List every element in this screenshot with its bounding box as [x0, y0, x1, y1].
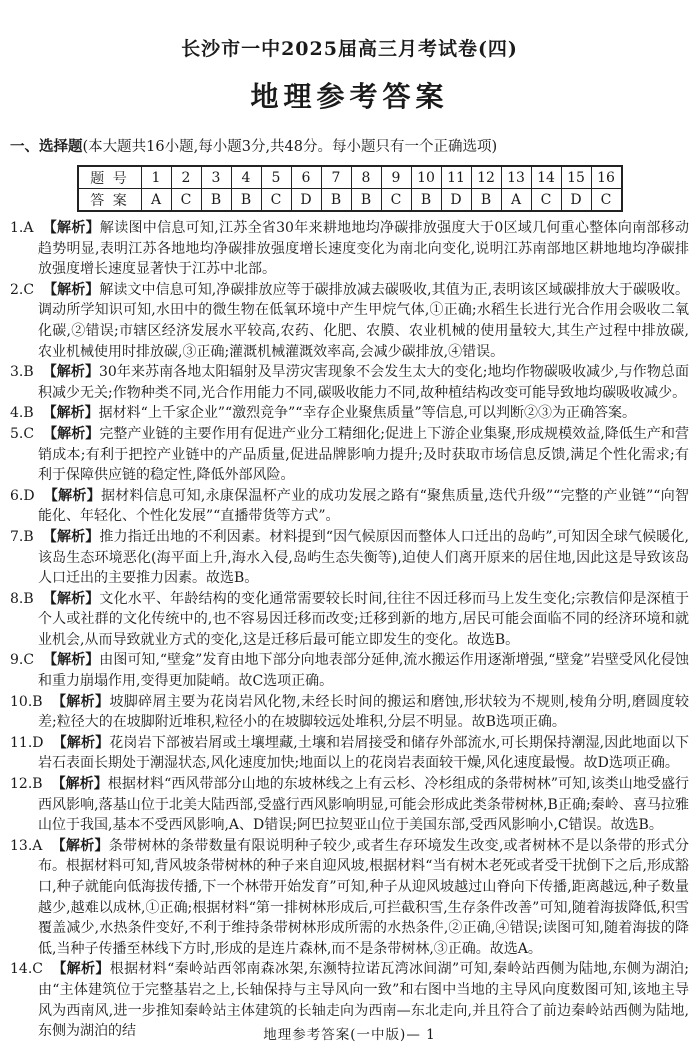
- question-answer-label: 4.B: [10, 405, 34, 422]
- question-answer-label: 9.C: [10, 652, 35, 669]
- question-number-cell: 6: [291, 166, 321, 189]
- explanation-text: 由图可知,“壁龛”发育由地下部分向地表部分延伸,流水搬运作用逐渐增强,“壁龛”岩壁受风化侵蚀和重力崩塌作用,变得更加陡峭。故C选项正确。: [38, 652, 689, 690]
- question-number-cell: 13: [501, 166, 531, 189]
- analysis-tag: 【解析】: [42, 590, 100, 607]
- explanation-item-1: [10, 218, 689, 280]
- analysis-tag: 【解析】: [51, 693, 110, 710]
- explanation-text: 坡脚碎屑主要为花岗岩风化物,未经长时间的搬运和磨蚀,形状较为不规则,棱角分明,磨圆度较差;粒径大的在坡脚附近堆积,粒径小的在坡脚较远处堆积,分层不明显。故B选项正确。: [38, 693, 689, 731]
- analysis-tag: 【解析】: [42, 405, 99, 422]
- explanation-item-12: [10, 774, 689, 836]
- explanation-text: 根据材料“西风带部分山地的东坡林线之上有云杉、冷杉组成的条带树林”可知,该类山地受盛行西风影响,落基山位于北美大陆西部,受盛行西风影响明显,可能会形成此类条带树林,B正确;秦岭、喜马拉雅山位于我国,基本不受西风影响,A、D错误;阿巴拉契亚山位于美国东部,受西风影响小,C错误。故选B。: [38, 776, 690, 834]
- explanation-text: 解读文中信息可知,净碳排放应等于碳排放减去碳吸收,其值为正,表明该区域碳排放大于碳吸收。调动所学知识可知,水田中的微生物在低氧环境中产生甲烷气体,①正确;水稻生长进行光合作用会吸收二氧化碳,②错误;市辖区经济发展水平较高,农药、化肥、农膜、农业机械的使用量较大,其生产过程中排放碳,农业机械使用时排放碳,③正确;灌溉机械灌溉效率高,会减少碳排放,④错误。: [38, 281, 690, 360]
- explanation-item-3: [10, 362, 689, 403]
- explanation-item-10: [10, 692, 689, 733]
- explanation-text: 推力指迁出地的不利因素。材料提到“因气候原因而整体人口迁出的岛屿”,可知因全球气候暖化,该岛生态环境恶化(海平面上升,海水入侵,岛屿生态失衡等),迫使人们离开原来的居住地,因此这是导致该岛人口迁出的主要推力因素。故选B。: [38, 528, 690, 587]
- answer-cell: C: [171, 189, 201, 212]
- answer-cell: D: [561, 189, 591, 212]
- answer-cell: A: [501, 189, 531, 212]
- row-label-question-number: 题 号: [78, 166, 142, 189]
- analysis-tag: 【解析】: [51, 837, 109, 854]
- question-answer-label: 10.B: [10, 693, 43, 710]
- question-answer-label: 7.B: [10, 528, 34, 545]
- section-heading-description: (本大题共16小题,每小题3分,共48分。每小题只有一个正确选项): [82, 139, 498, 155]
- explanation-item-11: [10, 733, 689, 774]
- question-answer-label: 14.C: [10, 961, 43, 978]
- section-heading: [10, 135, 689, 156]
- question-answer-label: 1.A: [10, 220, 34, 236]
- question-answer-label: 11.D: [10, 734, 44, 751]
- explanation-text: 据材料“上千家企业”“激烈竞争”“幸存企业聚焦质量”等信息,可以判断②③为正确答案。: [98, 405, 637, 422]
- analysis-tag: 【解析】: [43, 425, 100, 442]
- explanation-item-7: [10, 527, 689, 589]
- answer-cell: C: [591, 189, 622, 212]
- analysis-tag: 【解析】: [52, 734, 110, 751]
- question-answer-label: 13.A: [10, 837, 43, 854]
- answer-cell: D: [441, 189, 471, 212]
- section-heading-label: 一、选择题: [10, 139, 83, 155]
- explanation-text: 30年来苏南各地太阳辐射及旱涝灾害现象不会发生太大的变化;地均作物碳吸收减少,与作物总面积减少无关;作物种类不同,光合作用能力不同,碳吸收能力不同,故种植结构改变可能导致地均碳吸收减少。: [38, 364, 689, 401]
- question-number-cell: 3: [201, 166, 231, 189]
- explanation-text: 完整产业链的主要作用有促进产业分工精细化;促进上下游企业集聚,形成规模效益,降低生产和营销成本;有利于把控产业链中的产品质量,促进品牌影响力提升;及时获取市场信息反馈,满足个性化需求;有利于保障供应链的稳定性,降低外部风险。: [38, 425, 690, 484]
- question-number-cell: 2: [171, 166, 201, 189]
- question-answer-label: 2.C: [10, 281, 35, 298]
- explanation-item-8: [10, 589, 689, 651]
- explanation-item-2: [10, 280, 689, 362]
- question-number-cell: 1: [141, 166, 171, 189]
- explanation-item-6: [10, 486, 689, 527]
- question-number-cell: 7: [321, 166, 351, 189]
- question-number-cell: 10: [411, 166, 441, 189]
- analysis-tag: 【解析】: [42, 364, 100, 381]
- explanation-list: [10, 218, 689, 1042]
- exam-title: 长沙市一中2025届高三月考试卷(四): [181, 38, 518, 60]
- answer-cell: C: [381, 189, 411, 212]
- analysis-tag: 【解析】: [51, 776, 108, 793]
- answer-cell: B: [351, 189, 381, 212]
- answer-cell: B: [411, 189, 441, 212]
- answer-cell: B: [231, 189, 261, 212]
- answer-cell: C: [531, 189, 561, 212]
- answer-table: [77, 165, 623, 212]
- explanation-item-13: [10, 836, 689, 960]
- answer-cell: B: [321, 189, 351, 212]
- question-answer-label: 5.C: [10, 425, 35, 442]
- question-number-cell: 5: [261, 166, 291, 189]
- explanation-text: 条带树林的条带数量有限说明种子较少,或者生存环境发生改变,或者树林不是以条带的形式分布。根据材料可知,背风坡条带树林的种子来自迎风坡,根据材料“当有树木老死或者受干扰倒下之后,形成豁口,种子就能向低海拔传播,下一个林带开始发育”可知,种子从迎风坡越过山脊向下传播,距离越远,种子数量越少,越难以成林,①正确;根据材料“第一排树林形成后,可拦截积雪,生存条件改善”可知,随着海拔降低,积雪覆盖减少,水热条件变好,不利于维持条带树林形成所需的水热条件,②正确,④错误;读图可知,随着海拔的降低,当种子传播至林线下方时,形成的是连片森林,而不是条带树林,③正确。故选A。: [38, 837, 689, 957]
- question-answer-label: 12.B: [10, 776, 43, 793]
- answer-cell: A: [141, 189, 171, 212]
- question-answer-label: 8.B: [10, 590, 34, 607]
- explanation-text: 花岗岩下部被岩屑或土壤埋藏,土壤和岩屑接受和储存外部流水,可长期保持潮湿,因此地面以下岩石表面长期处于潮湿状态,风化速度加快;地面以上的花岗岩表面较干燥,风化速度最慢。故D选项正确。: [38, 734, 689, 772]
- analysis-tag: 【解析】: [42, 528, 100, 545]
- question-number-cell: 16: [591, 166, 622, 189]
- explanation-text: 根据材料“秦岭站西邻南森冰架,东濒特拉诺瓦湾冰间湖”可知,秦岭站西侧为陆地,东侧为湖泊;由“主体建筑位于完整基岩之上,长轴保持与主导风向一致”和右图中当地的主导风向度数图可知,该地主导风为西南风,进一步推知秦岭站主体建筑的长轴走向为西南—东北走向,并且符合了前边秦岭站西侧为陆地,东侧为湖泊的结: [38, 961, 689, 1040]
- answer-cell: B: [471, 189, 501, 212]
- analysis-tag: 【解析】: [43, 487, 101, 504]
- explanation-text: 解读图中信息可知,江苏全省30年来耕地地均净碳排放强度大于0区域几何重心整体向南部移动趋势明显,表明江苏各地地均净碳排放强度增长速度变化为南北向变化,说明江苏南部地区耕地地均净碳排放强度增长速度显著快于江苏中北部。: [38, 220, 689, 278]
- answer-cell: C: [261, 189, 291, 212]
- explanation-text: 文化水平、年龄结构的变化通常需要较长时间,往往不因迁移而马上发生变化;宗教信仰是深植于个人或社群的文化传统中的,也不容易因迁移而改变;迁移到新的地方,居民可能会面临不同的经济环境和就业机会,从而导致就业方式的变化,这是迁移后最可能立即发生的变化。故选B。: [38, 590, 689, 648]
- question-answer-label: 6.D: [10, 487, 35, 504]
- question-number-cell: 8: [351, 166, 381, 189]
- explanation-text: 据材料信息可知,永康保温杯产业的成功发展之路有“聚焦质量,迭代升级”“完整的产业链”“向智能化、年轻化、个性化发展”“直播带货等方式”。: [38, 487, 690, 525]
- analysis-tag: 【解析】: [43, 652, 100, 669]
- question-number-cell: 14: [531, 166, 561, 189]
- answer-cell: D: [291, 189, 321, 212]
- question-number-cell: 11: [441, 166, 471, 189]
- row-label-answer: 答 案: [78, 189, 142, 212]
- page-footer: 地理参考答案(一中版)— 1: [263, 1027, 436, 1043]
- answer-table-row-answers: [78, 189, 622, 212]
- subject-title: 地理参考答案: [250, 80, 449, 113]
- answer-cell: B: [201, 189, 231, 212]
- question-number-cell: 15: [561, 166, 591, 189]
- question-number-cell: 12: [471, 166, 501, 189]
- analysis-tag: 【解析】: [43, 281, 100, 298]
- question-answer-label: 3.B: [10, 364, 34, 381]
- explanation-item-4: [10, 403, 689, 424]
- question-number-cell: 4: [231, 166, 261, 189]
- explanation-item-9: [10, 650, 689, 691]
- analysis-tag: 【解析】: [51, 961, 110, 978]
- question-number-cell: 9: [381, 166, 411, 189]
- analysis-tag: 【解析】: [42, 220, 100, 236]
- answer-table-row-numbers: [78, 166, 622, 189]
- explanation-item-5: [10, 424, 689, 486]
